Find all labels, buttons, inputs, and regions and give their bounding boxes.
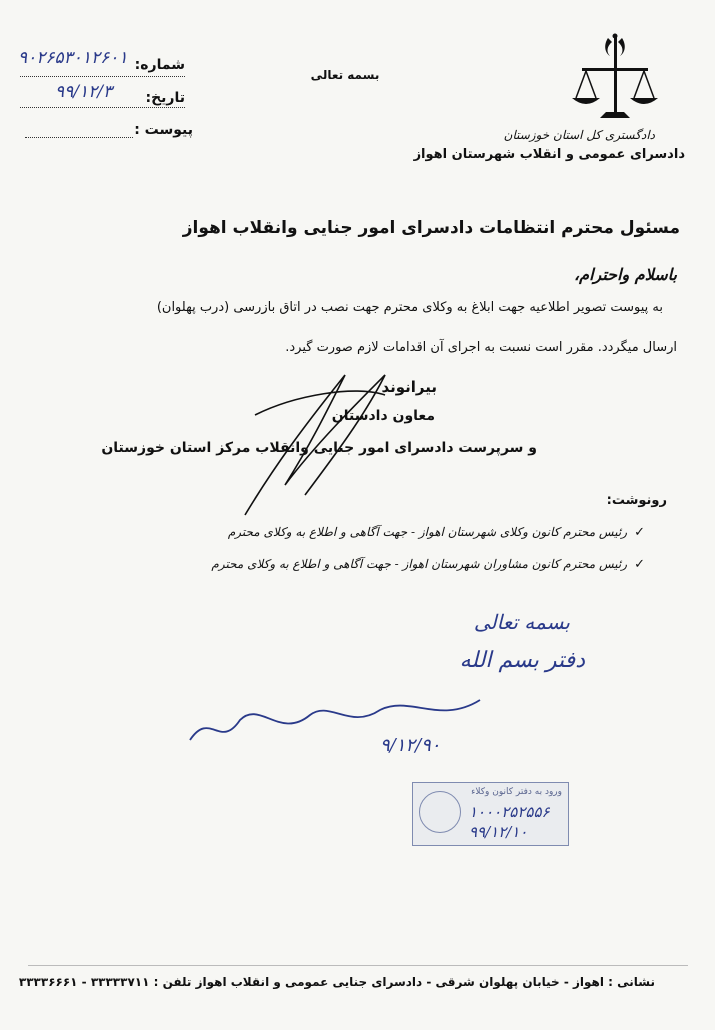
number-line	[20, 75, 185, 77]
court-subtitle: دادگستری کل استان خوزستان	[503, 128, 655, 142]
stamp-title: ورود به دفتر کانون وکلاء	[471, 787, 562, 797]
signatory-name: بیرانوند	[381, 378, 437, 396]
attachment-line	[25, 136, 133, 138]
number-label: شماره:	[134, 57, 185, 73]
signatory-role: و سرپرست دادسرای امور جنایی وانقلاب مرکز استان خوزستان	[101, 440, 537, 456]
date-label: تاریخ:	[145, 90, 185, 106]
cc-title: رونوشت:	[606, 493, 667, 508]
handwritten-note-line-2: دفتر بسم الله	[459, 648, 585, 673]
handwritten-note-line-1: بسمه تعالی	[473, 610, 570, 634]
stamp-number: ۱۰۰۰۲۵۲۵۵۶	[469, 803, 550, 821]
stamp-seal-icon	[419, 791, 461, 833]
basmala: بسمه تعالی	[310, 68, 380, 82]
handwritten-date: ۹/۱۲/۹۰	[380, 735, 441, 756]
date-value: ۹۹/۱۲/۳	[55, 82, 113, 102]
salutation: باسلام واحترام،	[574, 265, 677, 284]
footer-divider	[28, 965, 688, 966]
letter-heading: مسئول محترم انتظامات دادسرای امور جنایی وانقلاب اهواز	[182, 218, 680, 238]
handwriting-scribble-icon	[180, 670, 510, 760]
judiciary-emblem-icon	[560, 30, 670, 140]
cc-item: رئیس محترم کانون مشاوران شهرستان اهواز - جهت آگاهی و اطلاع به وکلای محترم	[211, 557, 627, 571]
check-icon: ✓	[634, 557, 645, 572]
number-value: ۹۰۲۶۵۳۰۱۲۶۰۱	[18, 48, 128, 68]
stamp-date: ۹۹/۱۲/۱۰	[469, 823, 528, 841]
date-line	[20, 106, 185, 108]
cc-item: رئیس محترم کانون وکلای شهرستان اهواز - جهت آگاهی و اطلاع به وکلای محترم	[227, 525, 627, 539]
receipt-stamp	[412, 782, 569, 846]
signatory-title: معاون دادستان	[331, 408, 435, 424]
attachment-label: پیوست :	[134, 122, 193, 138]
check-icon: ✓	[634, 525, 645, 540]
body-line-2: ارسال میگردد. مقرر است نسبت به اجرای آن اقدامات لازم صورت گیرد.	[285, 340, 677, 355]
footer-address: نشانی : اهواز - خیابان پهلوان شرقی - دادسرای جنایی عمومی و انقلاب اهواز تلفن : ۳۳۳۳۳۷۱۱ - ۳۳۳۳۶۶۶۱	[18, 975, 655, 989]
body-line-1: به پیوست تصویر اطلاعیه جهت ابلاغ به وکلای محترم جهت نصب در اتاق بازرسی (درب پهلوان)	[156, 300, 663, 315]
court-name: دادسرای عمومی و انقلاب شهرستان اهواز	[413, 147, 685, 162]
